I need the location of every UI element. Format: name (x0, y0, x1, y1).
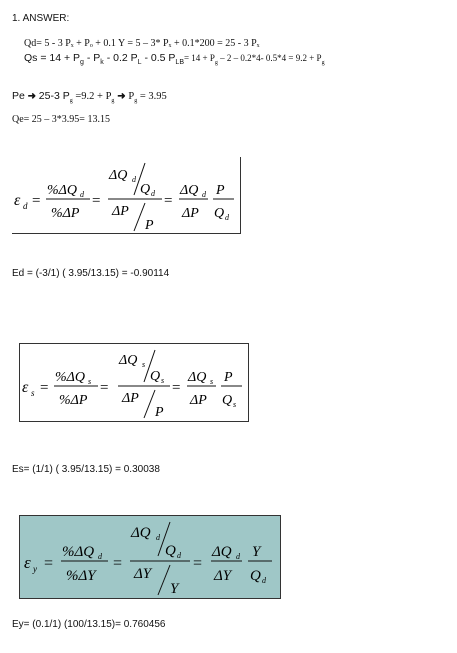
svg-text:ΔP: ΔP (190, 393, 207, 408)
svg-text:%ΔY: %ΔY (66, 568, 96, 584)
demand-elasticity-formula (12, 157, 241, 234)
svg-text:Y: Y (170, 581, 179, 597)
svg-text:d: d (156, 533, 160, 542)
svg-text:=: = (164, 193, 173, 209)
svg-text:=: = (100, 380, 109, 396)
svg-text:ΔP: ΔP (182, 206, 199, 221)
svg-text:=: = (193, 555, 203, 572)
svg-text:d: d (202, 190, 206, 199)
svg-text:P: P (224, 370, 233, 385)
svg-text:Q: Q (222, 393, 233, 408)
svg-text:s: s (233, 400, 237, 409)
svg-text:%ΔP: %ΔP (59, 393, 88, 408)
svg-text:Q: Q (150, 369, 161, 384)
svg-text:d: d (262, 576, 266, 585)
svg-text:%ΔQ: %ΔQ (55, 370, 85, 385)
svg-text:%ΔQ: %ΔQ (47, 183, 77, 198)
svg-text:ε: ε (24, 553, 31, 572)
svg-text:s: s (210, 377, 214, 386)
svg-text:%ΔQ: %ΔQ (62, 544, 95, 560)
svg-text:=: = (40, 380, 49, 396)
supply-elasticity-formula (19, 343, 249, 422)
svg-text:ΔP: ΔP (122, 391, 139, 406)
svg-text:ΔY: ΔY (214, 568, 232, 584)
svg-text:ΔQ: ΔQ (188, 370, 207, 385)
arrow-right-icon: ➜ (117, 91, 126, 102)
svg-text:d: d (236, 552, 240, 561)
ey-result: Ey= (0.1/1) (100/13.15)= 0.760456 (12, 619, 166, 630)
svg-text:ΔQ: ΔQ (119, 353, 138, 368)
pe-equation: Pe ➜ 25-3 $P_g =9.2 + P_g$ ➜ $P_g = 3.95$ (12, 90, 167, 104)
svg-text:ε: ε (22, 379, 29, 396)
svg-text:ΔQ: ΔQ (212, 544, 232, 560)
qd-equation: Qd= 5 - 3 Pₓ + Pₒ + 0.1 Y = 5 – 3* Pₓ + 0.1*200 = 25 - 3 Pₓ (24, 38, 260, 49)
ed-result: Ed = (-3/1) ( 3.95/13.15) = -0.90114 (12, 268, 170, 279)
svg-text:Q: Q (165, 543, 176, 559)
qe-equation: Qe= 25 – 3*3.95= 13.15 (12, 114, 110, 125)
svg-text:ΔQ: ΔQ (131, 525, 151, 541)
svg-text:s: s (161, 376, 165, 385)
svg-text:=: = (92, 193, 101, 209)
svg-text:d: d (132, 175, 136, 184)
svg-text:ΔY: ΔY (134, 566, 152, 582)
svg-text:=: = (32, 193, 41, 209)
svg-text:=: = (113, 555, 123, 572)
svg-text:ΔQ: ΔQ (180, 183, 199, 198)
svg-text:Y: Y (252, 544, 261, 560)
svg-text:P: P (216, 183, 225, 198)
svg-text:Q: Q (140, 182, 151, 197)
svg-text:s: s (31, 388, 35, 398)
svg-text:s: s (88, 377, 92, 386)
arrow-right-icon: ➜ (27, 91, 37, 102)
income-elasticity-formula (19, 515, 281, 599)
svg-text:d: d (80, 190, 84, 199)
svg-text:d: d (23, 201, 28, 211)
svg-text:ΔP: ΔP (112, 204, 129, 219)
qs-equation: $Qs = 14 + P_g - P_k - 0.2$ $P_L - 0.5$ $P_{LB}= 14 + P_g - 2 - 0.2*4-$ $0.5*4 = 9.2 + P_g$ (24, 52, 325, 67)
svg-text:d: d (98, 552, 102, 561)
svg-text:%ΔP: %ΔP (51, 206, 80, 221)
svg-text:d: d (151, 189, 155, 198)
svg-text:=: = (172, 380, 181, 396)
svg-text:ε: ε (14, 192, 21, 209)
svg-text:P: P (155, 405, 164, 420)
svg-text:=: = (44, 555, 54, 572)
svg-text:ΔQ: ΔQ (109, 168, 128, 183)
svg-text:d: d (177, 551, 181, 560)
svg-text:d: d (225, 213, 229, 222)
svg-text:Q: Q (214, 206, 225, 221)
svg-text:y: y (33, 564, 37, 574)
svg-text:s: s (142, 360, 146, 369)
svg-text:P: P (145, 218, 154, 233)
es-result: Es= (1/1) ( 3.95/13.15) = 0.30038 (12, 464, 160, 475)
answer-heading: 1. ANSWER: (12, 13, 70, 24)
svg-text:Q: Q (250, 568, 261, 584)
